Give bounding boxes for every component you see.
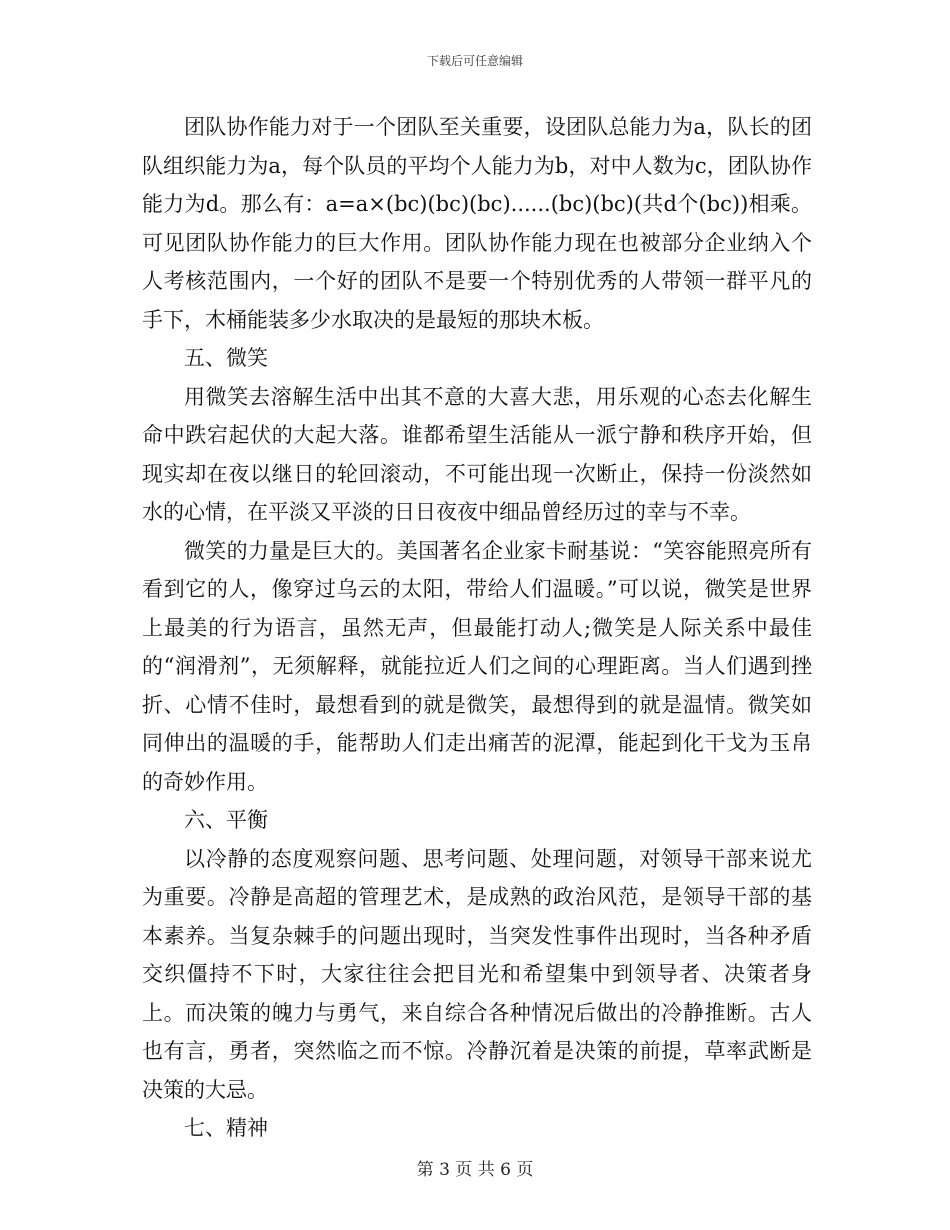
paragraph-smile-power: 微笑的力量是巨大的。美国著名企业家卡耐基说：“笑容能照亮所有看到它的人，像穿过乌云的太阳，带给人们温暖。”可以说，微笑是世界上最美的行为语言，虽然无声，但最能打动人;微笑是人际关系中最佳的“润滑剂”，无须解释，就能拉近人们之间的心理距离。当人们遇到挫折、心情不佳时，最想看到的就是微笑，最想得到的就是温情。微笑如同伸出的温暖的手，能帮助人们走出痛苦的泥潭，能起到化干戈为玉帛的奇妙作用。 xyxy=(142,538,812,794)
paragraph-balance: 以冷静的态度观察问题、思考问题、处理问题，对领导干部来说尤为重要。冷静是高超的管理艺术，是成熟的政治风范，是领导干部的基本素养。当复杂棘手的问题出现时，当突发性事件出现时，当各种矛盾交织僵持不下时，大家往往会把目光和希望集中到领导者、决策者身上。而决策的魄力与勇气，来自综合各种情况后做出的冷静推断。古人也有言，勇者，突然临之而不惊。冷静沉着是决策的前提，草率武断是决策的大忌。 xyxy=(142,846,812,1102)
section-heading-balance: 六、平衡 xyxy=(184,808,268,832)
section-heading-smile: 五、微笑 xyxy=(184,346,268,370)
page-footer: 第 3 页 共 6 页 xyxy=(416,1160,534,1180)
paragraph-team-collaboration: 团队协作能力对于一个团队至关重要，设团队总能力为a，队长的团队组织能力为a，每个队员的平均个人能力为b，对中人数为c，团队协作能力为d。那么有：a=a×(bc)(bc)(bc)......(bc)(bc)(共d个(bc))相乘。可见团队协作能力的巨大作用。团队协作能力现在也被部分企业纳入个人考核范围内，一个好的团队不是要一个特别优秀的人带领一群平凡的手下，木桶能装多少水取决的是最短的那块木板。 xyxy=(142,115,812,332)
section-heading-spirit: 七、精神 xyxy=(184,1116,268,1140)
document-body xyxy=(142,108,812,1148)
page-header: 下载后可任意编辑 xyxy=(426,54,523,68)
paragraph-smile-intro: 用微笑去溶解生活中出其不意的大喜大悲，用乐观的心态去化解生命中跌宕起伏的大起大落。谁都希望生活能从一派宁静和秩序开始，但现实却在夜以继日的轮回滚动，不可能出现一次断止，保持一份淡然如水的心情，在平淡又平淡的日日夜夜中细品曾经历过的幸与不幸。 xyxy=(142,384,812,524)
